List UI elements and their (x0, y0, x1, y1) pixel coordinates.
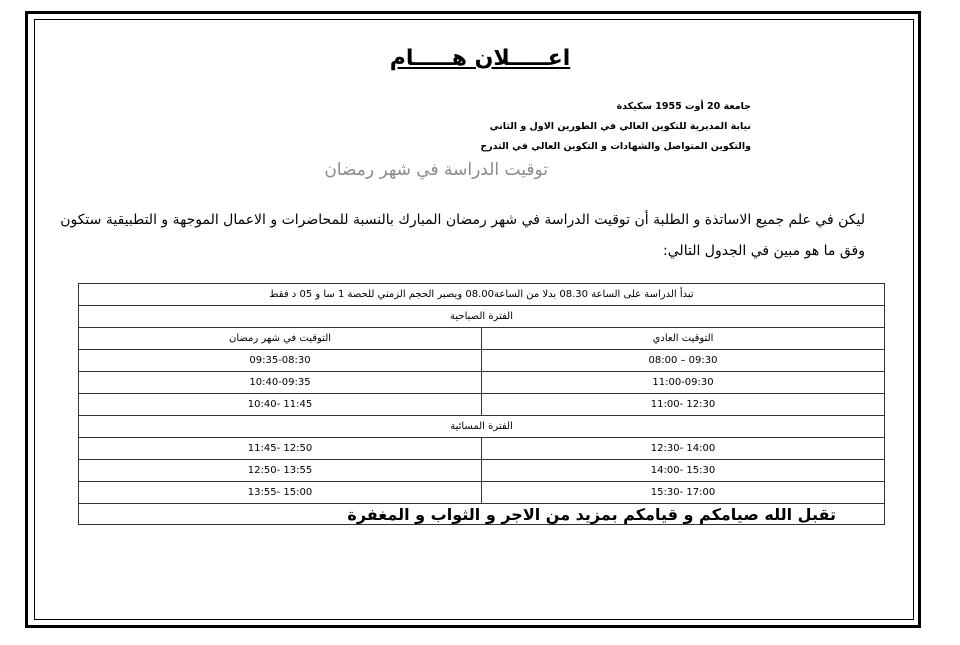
normal-time-cell: 09:30 – 08:00 (482, 350, 885, 372)
table-row (79, 284, 885, 306)
university-name: جامعة 20 أوت 1955 سكيكدة (616, 101, 751, 112)
department-line-2: والتكوين المتواصل والشهادات و التكوين العالي في التدرج (480, 141, 751, 152)
schedule-subtitle: توقيت الدراسة في شهر رمضان (324, 160, 548, 180)
table-row (79, 482, 885, 504)
ramadan-time-cell: 11:45 -10:40 (79, 394, 482, 416)
ramadan-time-cell: 15:00 -13:55 (79, 482, 482, 504)
schedule-note: تبدأ الدراسة على الساعة 08.30 بدلا من الساعة08.00 ويصبر الحجم الزمني للحصة 1 سا و 05 د فقط (79, 284, 885, 306)
table-row (79, 328, 885, 350)
normal-time-cell: 15:30 -14:00 (482, 460, 885, 482)
table-row (79, 460, 885, 482)
column-header-normal: التوقيت العادي (482, 328, 885, 350)
schedule-table (78, 283, 885, 525)
ramadan-time-cell: 13:55 -12:50 (79, 460, 482, 482)
normal-time-cell: 14:00 -12:30 (482, 438, 885, 460)
morning-period-label: الفترة الصباحية (79, 306, 885, 328)
table-row (79, 416, 885, 438)
announcement-title: اعـــــلان هـــــام (389, 46, 571, 71)
department-line-1: نيابة المديرية للتكوين العالي في الطورين الاول و الثاني (489, 121, 751, 132)
notice-paragraph-line-1: ليكن في علم جميع الاساتذة و الطلبة أن توقيت الدراسة في شهر رمضان المبارك بالنسبة للمحاضرات و الاعمال الموجهة و التطبيقية ستكون (60, 212, 865, 228)
notice-paragraph-line-2: وفق ما هو مبين في الجدول التالي: (663, 243, 865, 259)
normal-time-cell: 11:00-09:30 (482, 372, 885, 394)
table-row (79, 306, 885, 328)
ramadan-time-cell: 09:35-08:30 (79, 350, 482, 372)
normal-time-cell: 12:30 -11:00 (482, 394, 885, 416)
table-row (79, 504, 885, 525)
table-row (79, 350, 885, 372)
column-header-ramadan: التوقيت في شهر رمضان (79, 328, 482, 350)
ramadan-time-cell: 10:40-09:35 (79, 372, 482, 394)
normal-time-cell: 17:00 -15:30 (482, 482, 885, 504)
closing-blessing: تقبل الله صيامكم و قيامكم بمزيد من الاجر و الثواب و المغفرة (79, 504, 885, 525)
table-row (79, 394, 885, 416)
table-row (79, 372, 885, 394)
table-row (79, 438, 885, 460)
ramadan-time-cell: 12:50 -11:45 (79, 438, 482, 460)
evening-period-label: الفترة المسائية (79, 416, 885, 438)
